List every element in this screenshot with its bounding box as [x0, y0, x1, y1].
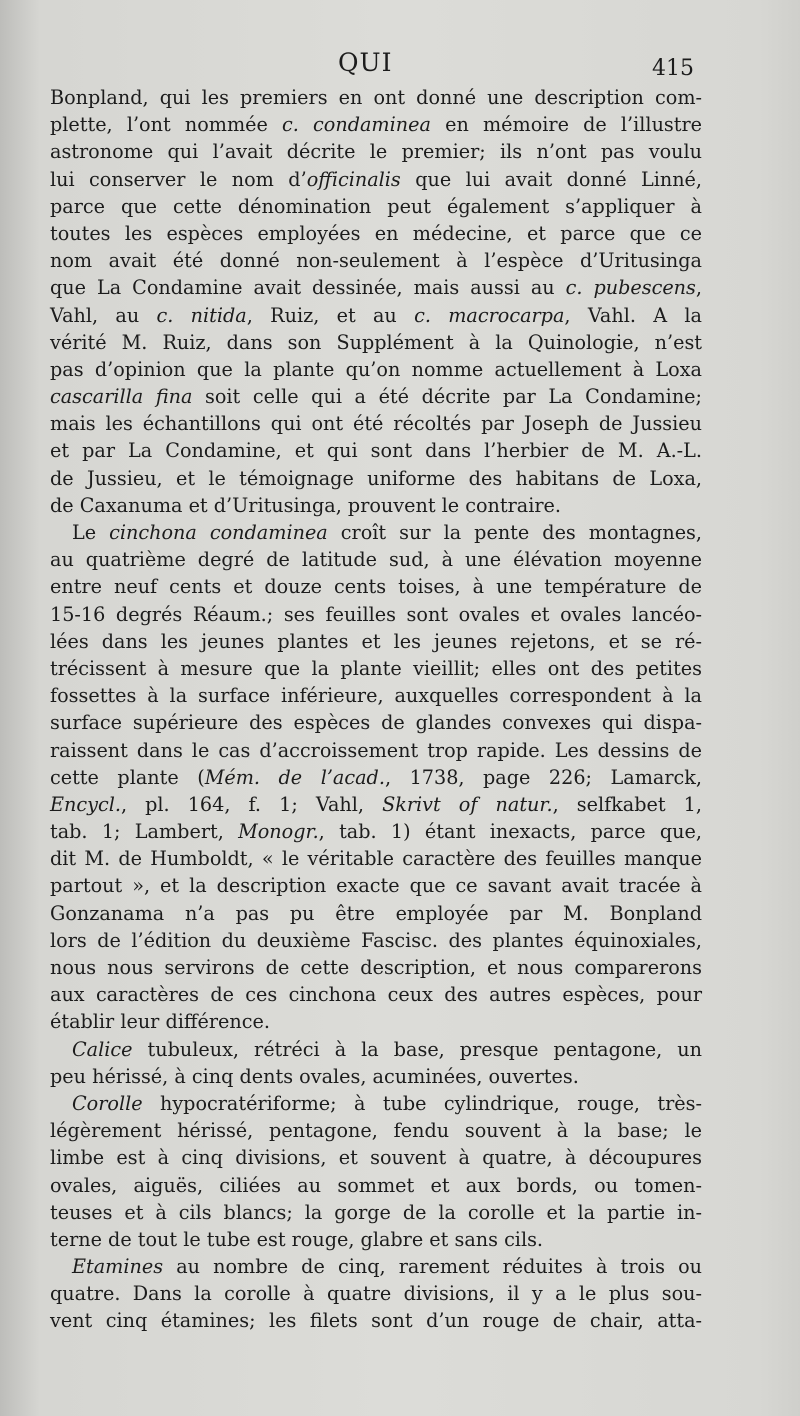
text-line: cette plante (Mém. de l’acad., 1738, page 226; Lamarck,	[50, 765, 702, 789]
text-line: Calice tubuleux, rétréci à la base, presque pentagone, un	[72, 1037, 702, 1061]
text-line: surface supérieure des espèces de glandes convexes qui dispa-	[50, 711, 702, 735]
italic-species: c. nitida	[156, 303, 247, 327]
text-line: que La Condamine avait dessinée, mais aussi au c. pubescens,	[50, 276, 702, 300]
text-line: pas d’opinion que la plante qu’on nomme actuellement à Loxa	[50, 357, 702, 381]
text-line: de Caxanuma et d’Uritusinga, prouvent le contraire.	[50, 493, 561, 517]
italic-citation: Monogr.	[238, 820, 319, 844]
text-line: entre neuf cents et douze cents toises, à une température de	[50, 575, 702, 599]
body-text	[50, 84, 702, 1335]
italic-species: c. condaminea	[282, 113, 431, 137]
italic-species: cascarilla fina	[50, 385, 193, 409]
text-line: cascarilla fina soit celle qui a été décrite par La Condamine;	[50, 385, 702, 409]
text-line: trécissent à mesure que la plante vieillit; elles ont des petites	[50, 656, 702, 680]
text-line: de Jussieu, et le témoignage uniforme des habitans de Loxa,	[50, 466, 702, 490]
text-line: établir leur différence.	[50, 1010, 270, 1034]
text-line: mais les échantillons qui ont été récoltés par Joseph de Jussieu	[50, 412, 702, 436]
italic-species: officinalis	[306, 167, 401, 191]
text-line: tab. 1; Lambert, Monogr., tab. 1) étant inexacts, parce que,	[50, 820, 702, 844]
text-line: 15-16 degrés Réaum.; ses feuilles sont ovales et ovales lancéo-	[50, 602, 702, 626]
text-line: et par La Condamine, et qui sont dans l’herbier de M. A.-L.	[50, 439, 702, 463]
text-line: ovales, aiguës, ciliées au sommet et aux bords, ou tomen-	[50, 1173, 702, 1197]
italic-citation: Encycl.	[50, 792, 121, 816]
text-line: raissent dans le cas d’accroissement trop rapide. Les dessins de	[50, 738, 702, 762]
running-head: QUI	[338, 48, 393, 77]
text-line: légèrement hérissé, pentagone, fendu souvent à la base; le	[50, 1119, 702, 1143]
text-line: Encycl., pl. 164, f. 1; Vahl, Skrivt of natur., selfkabet 1,	[50, 792, 702, 816]
text-line: toutes les espèces employées en médecine, et parce que ce	[50, 221, 702, 245]
text-line: Corolle hypocratériforme; à tube cylindrique, rouge, très-	[72, 1091, 702, 1115]
text-line: lées dans les jeunes plantes et les jeunes rejetons, et se ré-	[50, 629, 702, 653]
text-line: Etamines au nombre de cinq, rarement réduites à trois ou	[72, 1255, 702, 1279]
text-line: parce que cette dénomination peut également s’appliquer à	[50, 194, 702, 218]
text-line: au quatrième degré de latitude sud, à une élévation moyenne	[50, 548, 702, 572]
text-line: partout », et la description exacte que ce savant avait tracée à	[50, 874, 702, 898]
text-line: terne de tout le tube est rouge, glabre et sans cils.	[50, 1227, 544, 1251]
text-line: Vahl, au c. nitida, Ruiz, et au c. macrocarpa, Vahl. A la	[50, 303, 702, 327]
text-line: fossettes à la surface inférieure, auxquelles correspondent à la	[50, 684, 702, 708]
italic-term: Etamines	[72, 1255, 164, 1279]
text-line: lui conserver le nom d’officinalis que lui avait donné Linné,	[50, 167, 703, 191]
text-line: nom avait été donné non-seulement à l’espèce d’Uritusinga	[50, 249, 702, 273]
italic-term: Corolle	[72, 1091, 143, 1115]
page-header	[0, 44, 800, 84]
text-line: lors de l’édition du deuxième Fascisc. des plantes équinoxiales,	[50, 928, 702, 952]
text-line: teuses et à cils blancs; la gorge de la corolle et la partie in-	[50, 1200, 702, 1224]
text-line: astronome qui l’avait décrite le premier; ils n’ont pas voulu	[50, 140, 702, 164]
page-number: 415	[652, 56, 694, 81]
italic-term: Calice	[72, 1037, 133, 1061]
italic-citation: Skrivt of natur.	[382, 792, 553, 816]
italic-species: c. macrocarpa	[414, 303, 565, 327]
text-line: limbe est à cinq divisions, et souvent à quatre, à découpures	[50, 1146, 702, 1170]
text-line: nous nous servirons de cette description, et nous comparerons	[50, 956, 702, 979]
text-line: quatre. Dans la corolle à quatre divisions, il y a le plus sou-	[50, 1282, 702, 1306]
text-line: dit M. de Humboldt, « le véritable caractère des feuilles manque	[50, 847, 702, 871]
text-line: aux caractères de ces cinchona ceux des autres espèces, pour	[50, 983, 702, 1007]
text-line: plette, l’ont nommée c. condaminea en mémoire de l’illustre	[50, 113, 703, 137]
italic-species: c. pubescens	[565, 276, 696, 300]
text-line: vent cinq étamines; les filets sont d’un rouge de chair, atta-	[50, 1309, 702, 1333]
text-line: peu hérissé, à cinq dents ovales, acuminées, ouvertes.	[50, 1064, 579, 1088]
italic-citation: Mém. de l’acad.	[204, 765, 385, 789]
text-line: vérité M. Ruiz, dans son Supplément à la Quinologie, n’est	[50, 330, 702, 354]
text-line: Bonpland, qui les premiers en ont donné une description com-	[50, 86, 702, 109]
text-line: Gonzanama n’a pas pu être employée par M. Bonpland	[50, 901, 702, 925]
text-line: Le cinchona condaminea croît sur la pente des montagnes,	[72, 521, 703, 544]
italic-species: cinchona condaminea	[109, 521, 328, 544]
